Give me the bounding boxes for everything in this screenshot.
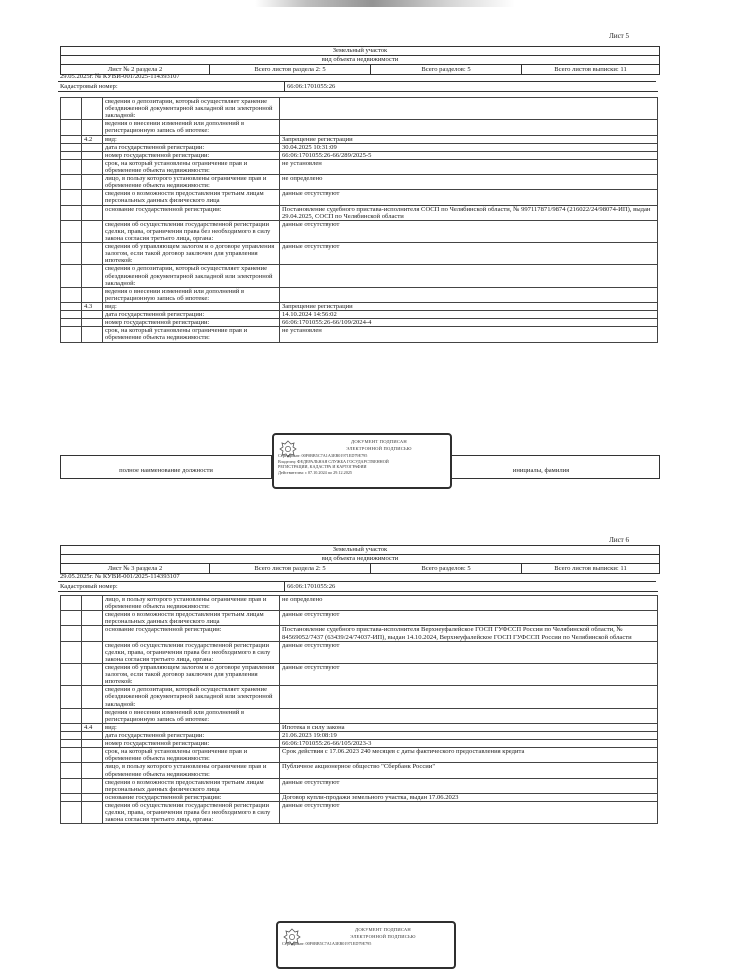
record-number bbox=[82, 801, 103, 823]
field-label: номер государственной регистрации: bbox=[103, 740, 280, 748]
record-number bbox=[82, 778, 103, 793]
record-number bbox=[82, 143, 103, 151]
record-number bbox=[82, 151, 103, 159]
record-number bbox=[82, 708, 103, 723]
e-signature-stamp: ДОКУМЕНТ ПОДПИСАН ЭЛЕКТРОННОЙ ПОДПИСЬЮ Сертификат: 00F0BB5C7A1A3EB01971ED79E795 Владелец: ФЕДЕРАЛЬНАЯ СЛУЖБА ГОСУДАРСТВЕННОЙ РЕГИСТРАЦИИ, КАДАСТРА И КАРТОГРАФИИ Действителен: с 07.10.2024 по 29.12.2025 bbox=[272, 433, 452, 489]
field-label: лицо, в пользу которого установлены ограничение прав и обременение объекта недвижимости: bbox=[103, 175, 280, 190]
record-row bbox=[61, 327, 658, 342]
record-row bbox=[61, 596, 658, 611]
record-number bbox=[82, 611, 103, 626]
e-signature-stamp: ДОКУМЕНТ ПОДПИСАН ЭЛЕКТРОННОЙ ПОДПИСЬЮ Сертификат: 00F0BB5C7A1A3EB01971ED79E795 bbox=[276, 921, 456, 969]
field-label: сведения об осуществлении государственной регистрации сделки, права, ограничения права без необходимого в силу закона согласия третьего лица, органа: bbox=[103, 641, 280, 663]
record-row bbox=[61, 98, 658, 120]
cadastral-label: Кадастровый номер: bbox=[58, 582, 285, 591]
record-number bbox=[82, 287, 103, 302]
field-label: срок, на который установлены ограничение прав и обременение объекта недвижимости: bbox=[103, 748, 280, 763]
field-value: 66:06:1701055:26-66/289/2025-5 bbox=[280, 151, 658, 159]
field-value: 66:06:1701055:26-66/105/2023-3 bbox=[280, 740, 658, 748]
record-row bbox=[61, 763, 658, 778]
record-row bbox=[61, 740, 658, 748]
field-label: сведения о депозитарии, который осуществляет хранение обездвиженной документарной закладной или электронной закладной: bbox=[103, 265, 280, 287]
field-value: не установлен bbox=[280, 159, 658, 174]
record-row bbox=[61, 311, 658, 319]
cadastral-number-row bbox=[58, 582, 658, 592]
record-number bbox=[82, 686, 103, 708]
field-value: 30.04.2025 10:31:09 bbox=[280, 143, 658, 151]
field-value: Постановление судебного пристава-исполнителя СОСП по Челябинской области, № 997117871/9874 (216022/24/98074-ИП), выдан 29.04.2025, СОСП по Челябинской области bbox=[280, 205, 658, 220]
record-row bbox=[61, 793, 658, 801]
field-value bbox=[280, 287, 658, 302]
record-row bbox=[61, 641, 658, 663]
field-value: данные отсутствуют bbox=[280, 801, 658, 823]
record-row bbox=[61, 708, 658, 723]
field-value: данные отсутствуют bbox=[280, 190, 658, 205]
field-value: не определено bbox=[280, 596, 658, 611]
name-label: инициалы, фамилия bbox=[422, 456, 659, 478]
field-label: вид: bbox=[103, 135, 280, 143]
record-row bbox=[61, 611, 658, 626]
field-label: сведения о депозитарии, который осуществляет хранение обездвиженной документарной закладной или электронной закладной: bbox=[103, 98, 280, 120]
field-label: сведения об осуществлении государственной регистрации сделки, права, ограничения права без необходимого в силу закона согласия третьего лица, органа: bbox=[103, 801, 280, 823]
field-label: основание государственной регистрации: bbox=[103, 626, 280, 641]
field-label: основание государственной регистрации: bbox=[103, 793, 280, 801]
field-value: 14.10.2024 14:56:02 bbox=[280, 311, 658, 319]
field-value: не определено bbox=[280, 175, 658, 190]
total-sections: Всего разделов: 5 bbox=[371, 564, 522, 573]
field-label: номер государственной регистрации: bbox=[103, 319, 280, 327]
record-row bbox=[61, 143, 658, 151]
cadastral-value: 66:06:1701055:26 bbox=[287, 583, 336, 590]
record-row bbox=[61, 302, 658, 310]
record-number bbox=[82, 748, 103, 763]
sheet-number: Лист 6 bbox=[609, 536, 629, 544]
cadastral-value: 66:06:1701055:26 bbox=[287, 83, 336, 90]
record-row bbox=[61, 778, 658, 793]
record-number: 4.2 bbox=[82, 135, 103, 143]
encumbrance-table bbox=[60, 97, 658, 343]
record-row bbox=[61, 175, 658, 190]
document-page-6 bbox=[0, 536, 741, 960]
field-label: срок, на который установлены ограничение прав и обременение объекта недвижимости: bbox=[103, 159, 280, 174]
record-number bbox=[82, 740, 103, 748]
scan-artifact bbox=[255, 0, 515, 7]
field-label: лицо, в пользу которого установлены ограничение прав и обременение объекта недвижимости: bbox=[103, 596, 280, 611]
record-number bbox=[82, 327, 103, 342]
record-row bbox=[61, 220, 658, 242]
record-number bbox=[82, 98, 103, 120]
total-section-sheets: Всего листов раздела 2: 5 bbox=[210, 564, 371, 573]
field-value: 21.06.2023 19:08:19 bbox=[280, 731, 658, 739]
record-row bbox=[61, 723, 658, 731]
record-number bbox=[82, 319, 103, 327]
sheet-number: Лист 5 bbox=[609, 32, 629, 40]
position-label: полное наименование должности bbox=[61, 456, 272, 478]
record-number: 4.3 bbox=[82, 302, 103, 310]
record-row bbox=[61, 287, 658, 302]
record-number bbox=[82, 159, 103, 174]
field-value bbox=[280, 686, 658, 708]
field-value: Срок действия с 17.06.2023 240 месяцев с даты фактического предоставления кредита bbox=[280, 748, 658, 763]
record-row bbox=[61, 801, 658, 823]
field-label: сведения об управляющем залогом и о договоре управления залогом, если такой договор заключен для управления ипотекой: bbox=[103, 243, 280, 265]
field-label: ведения о внесении изменений или дополнений в регистрационную запись об ипотеке: bbox=[103, 287, 280, 302]
field-value: данные отсутствуют bbox=[280, 641, 658, 663]
record-row bbox=[61, 748, 658, 763]
extract-date-number: 29.05.2025г. № КУВИ-001/2025-114393107 bbox=[58, 72, 656, 82]
record-number bbox=[82, 190, 103, 205]
record-row bbox=[61, 319, 658, 327]
field-label: сведения о возможности предоставления третьим лицам персональных данных физического лица bbox=[103, 190, 280, 205]
object-type: Земельный участок bbox=[61, 47, 659, 56]
record-row bbox=[61, 243, 658, 265]
field-label: сведения о возможности предоставления третьим лицам персональных данных физического лица bbox=[103, 778, 280, 793]
record-number bbox=[82, 731, 103, 739]
object-type: Земельный участок bbox=[61, 546, 659, 555]
field-label: основание государственной регистрации: bbox=[103, 205, 280, 220]
record-number bbox=[82, 596, 103, 611]
field-value: данные отсутствуют bbox=[280, 220, 658, 242]
record-row bbox=[61, 686, 658, 708]
extract-date-number: 29.05.2025г. № КУВИ-001/2025-114393107 bbox=[58, 572, 656, 582]
extract-header bbox=[60, 545, 660, 574]
field-value bbox=[280, 265, 658, 287]
field-label: дата государственной регистрации: bbox=[103, 731, 280, 739]
record-row bbox=[61, 120, 658, 135]
object-kind: вид объекта недвижимости bbox=[61, 555, 659, 564]
field-label: вид: bbox=[103, 302, 280, 310]
field-value: данные отсутствуют bbox=[280, 663, 658, 685]
record-number: 4.4 bbox=[82, 723, 103, 731]
record-number bbox=[82, 175, 103, 190]
field-label: ведения о внесении изменений или дополнений в регистрационную запись об ипотеке: bbox=[103, 120, 280, 135]
field-label: лицо, в пользу которого установлены ограничение прав и обременение объекта недвижимости: bbox=[103, 763, 280, 778]
field-label: сведения о возможности предоставления третьим лицам персональных данных физического лица bbox=[103, 611, 280, 626]
field-value: данные отсутствуют bbox=[280, 611, 658, 626]
field-label: сведения об управляющем залогом и о договоре управления залогом, если такой договор заключен для управления ипотекой: bbox=[103, 663, 280, 685]
field-value: Ипотека в силу закона bbox=[280, 723, 658, 731]
field-value: данные отсутствуют bbox=[280, 243, 658, 265]
field-label: сведения об осуществлении государственной регистрации сделки, права, ограничения права без необходимого в силу закона согласия третьего лица, органа: bbox=[103, 220, 280, 242]
sheet-section: Лист № 2 раздела 2 bbox=[61, 65, 210, 74]
record-number bbox=[82, 120, 103, 135]
field-label: ведения о внесении изменений или дополнений в регистрационную запись об ипотеке: bbox=[103, 708, 280, 723]
field-label: дата государственной регистрации: bbox=[103, 311, 280, 319]
field-value: данные отсутствуют bbox=[280, 778, 658, 793]
total-extract-sheets: Всего листов выписки: 11 bbox=[554, 565, 627, 572]
record-row bbox=[61, 159, 658, 174]
record-number bbox=[82, 793, 103, 801]
record-row bbox=[61, 731, 658, 739]
total-extract-sheets: Всего листов выписки: 11 bbox=[554, 66, 627, 73]
field-label: дата государственной регистрации: bbox=[103, 143, 280, 151]
encumbrance-table bbox=[60, 595, 658, 824]
record-row bbox=[61, 663, 658, 685]
cadastral-label: Кадастровый номер: bbox=[58, 82, 285, 91]
record-number bbox=[82, 311, 103, 319]
field-value: Запрещение регистрации bbox=[280, 302, 658, 310]
total-section-sheets: Всего листов раздела 2: 5 bbox=[210, 65, 371, 74]
record-row bbox=[61, 151, 658, 159]
record-number bbox=[82, 641, 103, 663]
record-number bbox=[82, 763, 103, 778]
field-label: срок, на который установлены ограничение прав и обременение объекта недвижимости: bbox=[103, 327, 280, 342]
record-number bbox=[82, 265, 103, 287]
sheet-section: Лист № 3 раздела 2 bbox=[61, 564, 210, 573]
record-row bbox=[61, 190, 658, 205]
field-label: номер государственной регистрации: bbox=[103, 151, 280, 159]
record-row bbox=[61, 135, 658, 143]
cadastral-number-row bbox=[58, 82, 658, 92]
field-value: 66:06:1701055:26-66/109/2024-4 bbox=[280, 319, 658, 327]
record-number bbox=[82, 220, 103, 242]
field-label: вид: bbox=[103, 723, 280, 731]
field-value bbox=[280, 120, 658, 135]
record-row bbox=[61, 626, 658, 641]
object-kind: вид объекта недвижимости bbox=[61, 56, 659, 65]
total-sections: Всего разделов: 5 bbox=[371, 65, 522, 74]
field-label: сведения о депозитарии, который осуществляет хранение обездвиженной документарной закладной или электронной закладной: bbox=[103, 686, 280, 708]
field-value: Запрещение регистрации bbox=[280, 135, 658, 143]
record-row bbox=[61, 205, 658, 220]
field-value: Договор купли-продажи земельного участка, выдан 17.06.2023 bbox=[280, 793, 658, 801]
record-row bbox=[61, 265, 658, 287]
record-number bbox=[82, 243, 103, 265]
field-value bbox=[280, 98, 658, 120]
record-number bbox=[82, 663, 103, 685]
field-value: Публичное акционерное общество "Сбербанк России" bbox=[280, 763, 658, 778]
record-number bbox=[82, 205, 103, 220]
field-value: Постановление судебного пристава-исполнителя Верхнеуфалейское ГОСП ГУФССП России по Челябинской области, № 84569052/7437 (63439/24/74037-ИП), выдан 14.10.2024, Верхнеуфалейское ГОСП ГУФССП России по Челябинской области bbox=[280, 626, 658, 641]
extract-header bbox=[60, 46, 660, 75]
field-value bbox=[280, 708, 658, 723]
field-value: не установлен bbox=[280, 327, 658, 342]
record-number bbox=[82, 626, 103, 641]
